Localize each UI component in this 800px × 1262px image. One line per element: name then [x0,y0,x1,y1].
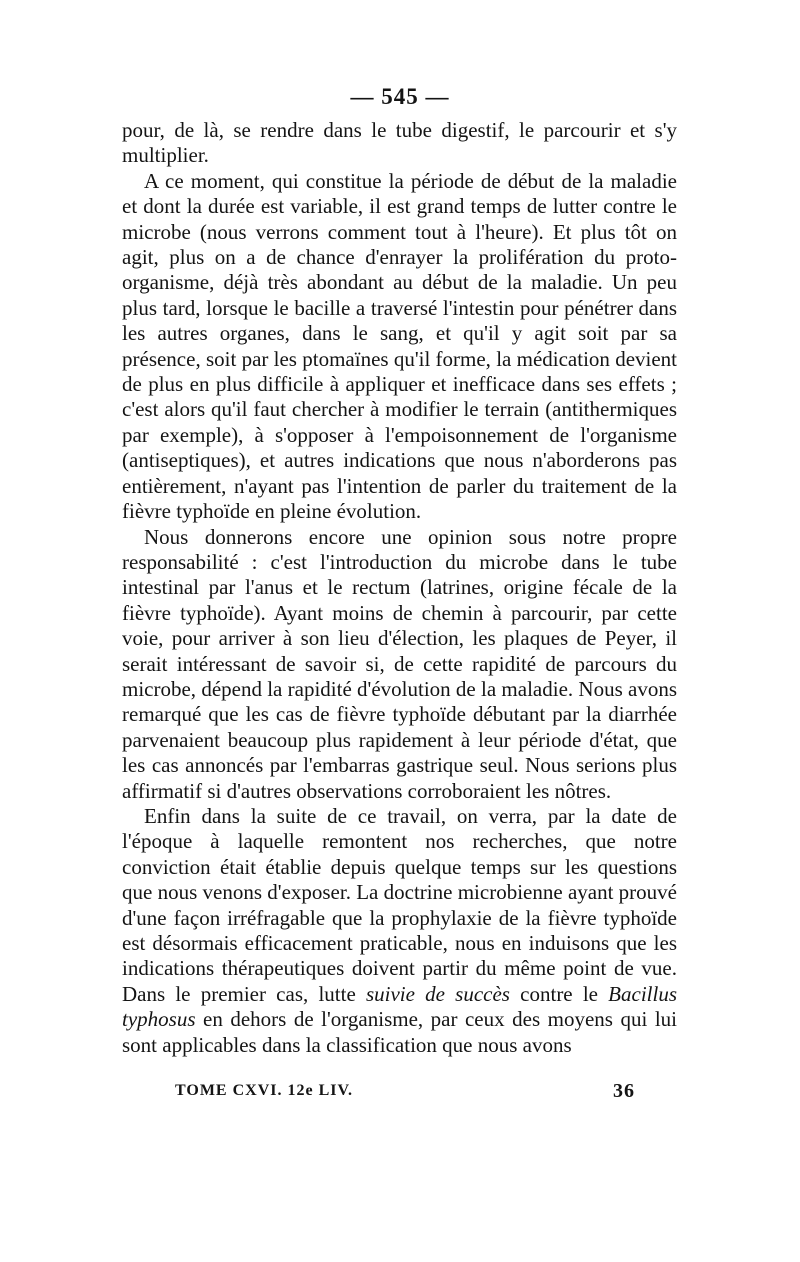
paragraph-1: pour, de là, se rendre dans le tube digestif, le parcourir et s'y multiplier. [122,118,677,168]
signature-number: 36 [613,1080,635,1102]
paragraph-3: Nous donnerons encore une opinion sous notre propre responsabilité : c'est l'introduction du microbe dans le tube intestinal par l'anus et le rectum (latrines, origine fécale de la fièvre typhoïde). Ayant moins de chemin à parcourir, par cette voie, pour arriver à son lieu d'élection, les plaques de Peyer, il serait intéressant de savoir si, de cette rapidité de parcours du microbe, dépend la rapidité d'évolution de la maladie. Nous avons remarqué que les cas de fièvre typhoïde débutant par la diarrhée parvenaient beaucoup plus rapidement à leur période d'état, que les cas annoncés par l'embarras gastrique seul. Nous serions plus affirmatif si d'autres observations corroboraient les nôtres. [122,524,677,803]
paragraph-2: A ce moment, qui constitue la période de début de la maladie et dont la durée est variable, il est grand temps de lutter contre le microbe (nous verrons comment tout à l'heure). Et plus tôt on agit, plus on a de chance d'enrayer la prolifération du proto-organisme, déjà très abondant au début de la maladie. Un peu plus tard, lorsque le bacille a traversé l'intestin pour pénétrer dans les autres organes, dans le sang, et qu'il y agit soit par sa présence, soit par les ptomaïnes qu'il forme, la médication devient de plus en plus difficile à appliquer et inefficace dans ses effets ; c'est alors qu'il faut chercher à modifier le terrain (antithermiques par exemple), à s'opposer à l'empoisonnement de l'organisme (antiseptiques), et autres indications que nous n'aborderons pas entièrement, n'ayant pas l'intention de parler du traitement de la fièvre typhoïde en pleine évolution. [122,168,677,524]
paragraph-4-text-b: contre le [509,981,609,1006]
paragraph-4 [122,804,677,1058]
volume-label: TOME CXVI. 12e LIV. [175,1082,353,1099]
page-number-header: — 545 — [350,84,450,109]
paragraph-4-text-a: Enfin dans la suite de ce travail, on verra, par la date de l'époque à laquelle remontent nos recherches, que notre conviction était établie depuis quelque temps sur les questions que nous venons d'exposer. La doctrine microbienne ayant prouvé d'une façon irréfragable que la prophylaxie de la fièvre typhoïde est désormais efficacement praticable, nous en induisons que les indications thérapeutiques doivent partir du même point de vue. Dans le premier cas, lutte [122,803,677,1006]
page-footer [175,1082,635,1100]
paragraph-4-text-c: en dehors de l'organisme, par ceux des moyens qui lui sont applicables dans la classification que nous avons [122,1007,677,1057]
italic-phrase-success: suivie de succès [365,981,510,1006]
body-text [122,118,677,1058]
italic-phrase-bacillus: Bacillus typhosus [122,981,677,1032]
